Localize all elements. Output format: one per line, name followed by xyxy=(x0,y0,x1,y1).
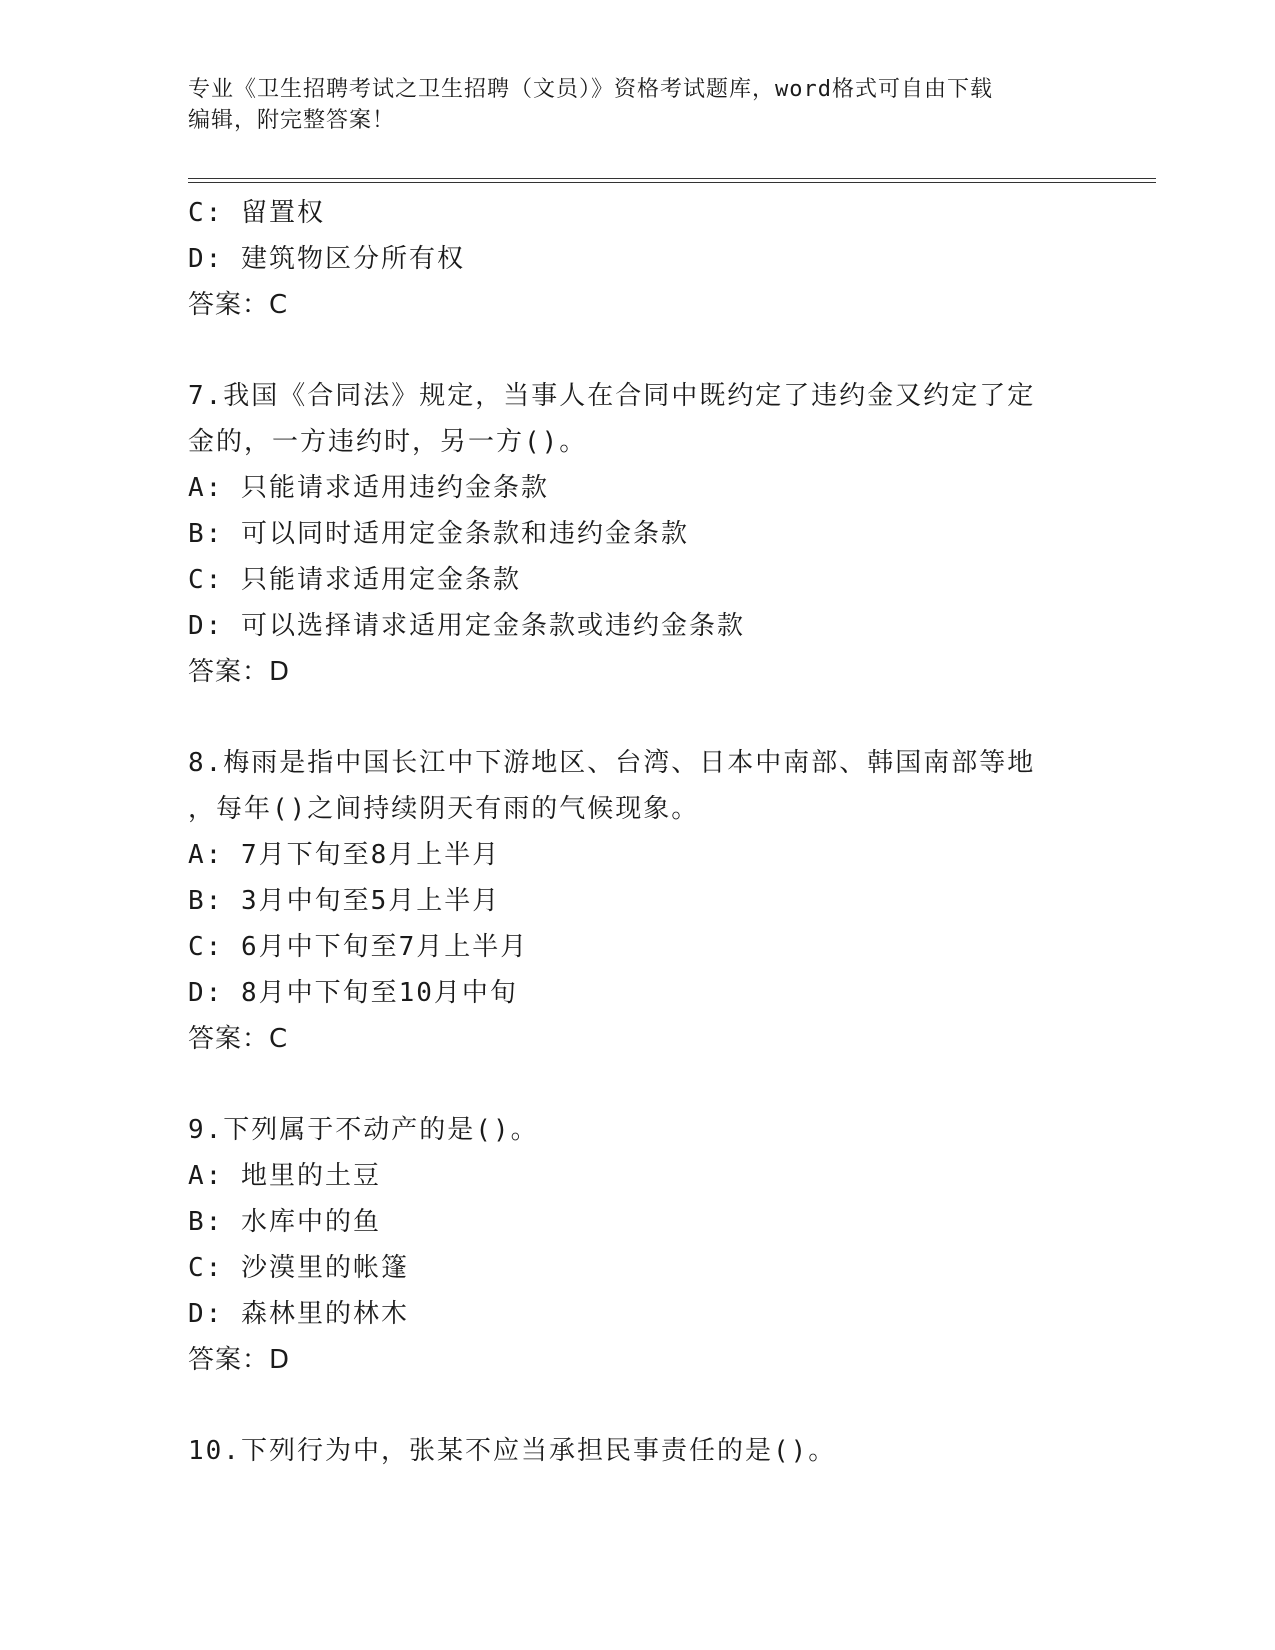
question-list xyxy=(188,190,1088,1474)
question-text: ，每年()之间持续阴天有雨的气候现象。 xyxy=(188,794,700,824)
answer-line: 答案：C xyxy=(188,290,289,320)
question-block xyxy=(188,1428,1088,1474)
option-line: C: 沙漠里的帐篷 xyxy=(188,1253,409,1283)
document-header xyxy=(188,74,1088,136)
option-line: B: 可以同时适用定金条款和违约金条款 xyxy=(188,519,689,549)
answer-line: 答案：D xyxy=(188,657,291,687)
question-text: 9.下列属于不动产的是()。 xyxy=(188,1115,539,1145)
option-line: D: 可以选择请求适用定金条款或违约金条款 xyxy=(188,611,745,641)
question-block xyxy=(188,373,1088,695)
option-line: C: 只能请求适用定金条款 xyxy=(188,565,521,595)
spacer xyxy=(188,1062,1088,1107)
option-line: B: 3月中旬至5月上半月 xyxy=(188,886,501,916)
option-line: D: 建筑物区分所有权 xyxy=(188,244,465,274)
header-line: 专业《卫生招聘考试之卫生招聘（文员）》资格考试题库，word格式可自由下载 xyxy=(188,77,993,102)
option-line: D: 森林里的林木 xyxy=(188,1299,409,1329)
question-text: 10.下列行为中，张某不应当承担民事责任的是()。 xyxy=(188,1436,837,1466)
option-line: C: 6月中下旬至7月上半月 xyxy=(188,932,529,962)
header-divider xyxy=(188,178,1156,183)
option-line: A: 地里的土豆 xyxy=(188,1161,381,1191)
answer-line: 答案：D xyxy=(188,1345,291,1375)
question-text: 8.梅雨是指中国长江中下游地区、台湾、日本中南部、韩国南部等地 xyxy=(188,748,1036,778)
question-block xyxy=(188,1107,1088,1383)
option-line: D: 8月中下旬至10月中旬 xyxy=(188,978,518,1008)
option-line: A: 只能请求适用违约金条款 xyxy=(188,473,549,503)
option-line: B: 水库中的鱼 xyxy=(188,1207,381,1237)
question-text: 7.我国《合同法》规定，当事人在合同中既约定了违约金又约定了定 xyxy=(188,381,1036,411)
spacer xyxy=(188,328,1088,373)
option-line: A: 7月下旬至8月上半月 xyxy=(188,840,501,870)
option-line: C: 留置权 xyxy=(188,198,325,228)
answer-line: 答案：C xyxy=(188,1024,289,1054)
header-line: 编辑，附完整答案！ xyxy=(188,108,396,133)
spacer xyxy=(188,1383,1088,1428)
question-text: 金的，一方违约时，另一方()。 xyxy=(188,427,588,457)
question-block xyxy=(188,190,1088,328)
spacer xyxy=(188,695,1088,740)
question-block xyxy=(188,740,1088,1062)
